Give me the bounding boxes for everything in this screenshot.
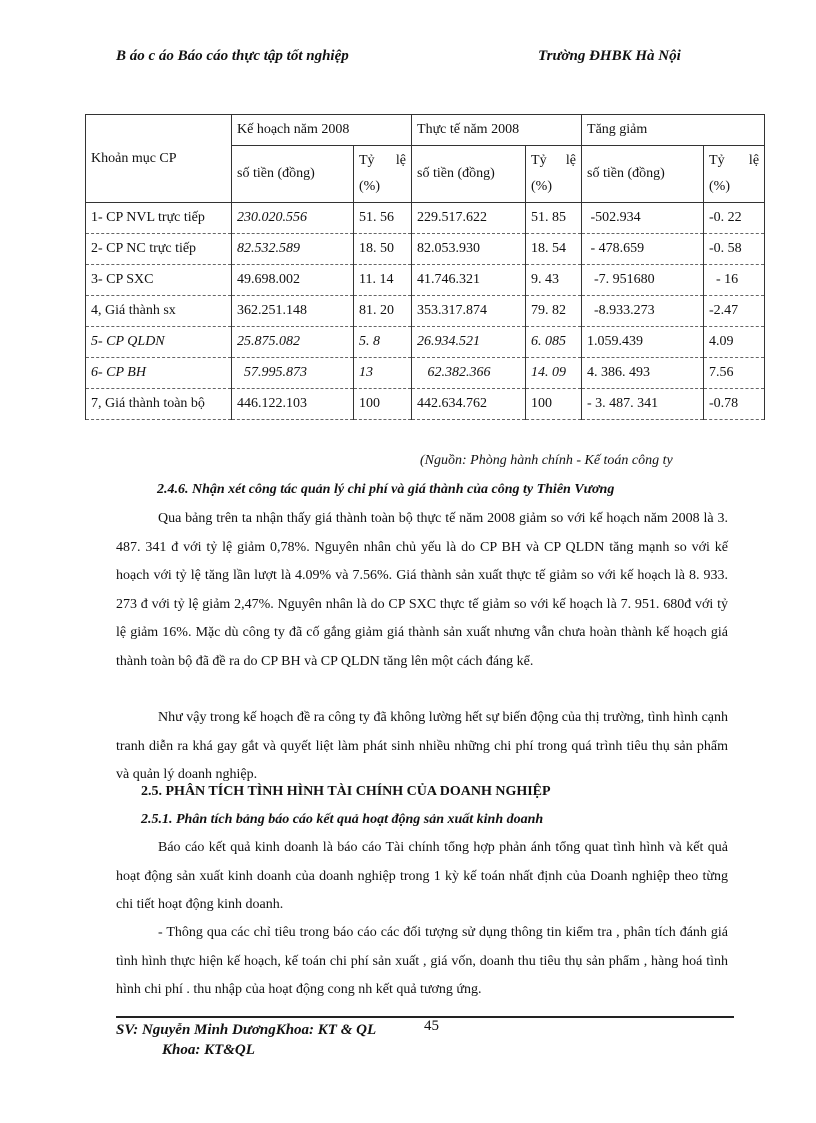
header-actual: Thực tế năm 2008 — [412, 115, 582, 146]
section-heading-2-4-6: 2.4.6. Nhận xét công tác quản lý chi phí và giá thành của công ty Thiên Vương — [157, 482, 615, 497]
table-row: 2- CP NC trực tiếp 82.532.589 18. 50 82.053.930 18. 54 - 478.659 -0. 58 — [86, 234, 765, 265]
table-header-row — [86, 115, 765, 146]
paragraph-report-usage: - Thông qua các chỉ tiêu trong báo cáo các đối tượng sử dụng thông tin kiểm tra , phân tích đánh giá tình hình thực hiện kế hoạch, kế toán chi phí sản xuất , giá vốn, doanh thu tiêu thụ sản phẩm , hàng hoá tình hình chi phí . thu nhập của hoạt động cong nh kết quả tương ứng. — [116, 925, 728, 997]
footer-student: SV: Nguyễn Minh DươngKhoa: KT & QL — [116, 1022, 377, 1038]
header-change: Tăng giảm — [582, 115, 765, 146]
page-number: 45 — [424, 1018, 439, 1034]
table-row: 7, Giá thành toàn bộ 446.122.103 100 442.634.762 100 - 3. 487. 341 -0.78 — [86, 389, 765, 420]
sub-actual-pct: Tỷ lệ (%) — [526, 146, 582, 203]
header-plan: Kế hoạch năm 2008 — [232, 115, 412, 146]
sub-change-amount: số tiền (đồng) — [582, 146, 704, 203]
table-row: 5- CP QLDN 25.875.082 5. 8 26.934.521 6. 085 1.059.439 4.09 — [86, 327, 765, 358]
table-row: 4, Giá thành sx 362.251.148 81. 20 353.317.874 79. 82 -8.933.273 -2.47 — [86, 296, 765, 327]
header-item: Khoản mục CP — [86, 115, 232, 203]
section-heading-2-5-1: 2.5.1. Phân tích bảng báo cáo kết quả hoạt động sản xuất kinh doanh — [141, 812, 544, 827]
table-source-note: (Nguồn: Phòng hành chính - Kế toán công ty — [420, 453, 673, 468]
paragraph-cost-analysis: Qua bảng trên ta nhận thấy giá thành toàn bộ thực tế năm 2008 giảm so với kế hoạch năm 2008 là 3. 487. 341 đ với tỷ lệ giảm 0,78%. Nguyên nhân chủ yếu là do CP BH và CP QLDN tăng mạnh so với kế hoạch với tỷ lệ tăng lần lượt là 4.09% và 7.56%. Giá thành sản xuất thực tế giảm so với kế hoạch là 8. 933. 273 đ với tỷ lệ giảm 2,47%. Nguyên nhân là do CP SXC thực tế giảm so với kế hoạch là 7. 951. 680đ với tỷ lệ giảm 16%. Mặc dù công ty đã cố gắng giảm giá thành sản xuất nhưng vẫn chưa hoàn thành kế hoạch giá thành toàn bộ đã đề ra do CP BH và CP QLDN tăng lên một cách đáng kể. — [116, 511, 728, 669]
table-row: 3- CP SXC 49.698.002 11. 14 41.746.321 9. 43 -7. 951680 - 16 — [86, 265, 765, 296]
sub-change-pct: Tỷ lệ (%) — [704, 146, 765, 203]
footer-faculty: Khoa: KT&QL — [162, 1042, 255, 1058]
page-header — [116, 48, 716, 72]
sub-actual-amount: số tiền (đồng) — [412, 146, 526, 203]
header-university: Trường ĐHBK Hà Nội — [538, 48, 681, 64]
cost-comparison-table — [85, 114, 765, 420]
section-heading-2-5: 2.5. PHÂN TÍCH TÌNH HÌNH TÀI CHÍNH CỦA DOANH NGHIỆP — [141, 784, 551, 799]
table-row: 1- CP NVL trực tiếp 230.020.556 51. 56 229.517.622 51. 85 -502.934 -0. 22 — [86, 203, 765, 234]
sub-plan-pct: Tỷ lệ (%) — [354, 146, 412, 203]
sub-plan-amount: số tiền (đồng) — [232, 146, 354, 203]
header-report-title: B áo c áo Báo cáo thực tập tốt nghiệp — [116, 48, 349, 64]
table-row: 6- CP BH 57.995.873 13 62.382.366 14. 09 4. 386. 493 7.56 — [86, 358, 765, 389]
paragraph-report-definition: Báo cáo kết quả kinh doanh là báo cáo Tài chính tổng hợp phản ánh tổng quat tình hình và kết quả hoạt động sản xuất kinh doanh của doanh nghiệp trong 1 kỳ kế toán nhất định của Doanh nghiệp theo từng chi tiết hoạt động kinh doanh. — [116, 840, 728, 912]
paragraph-market-note: Như vậy trong kế hoạch đề ra công ty đã không lường hết sự biến động của thị trường, tình hình cạnh tranh diễn ra khá gay gắt và quyết liệt làm phát sinh nhiều những chi phí trong quá trình tiêu thụ sản phẩm và quản lý doanh nghiệp. — [116, 710, 728, 782]
